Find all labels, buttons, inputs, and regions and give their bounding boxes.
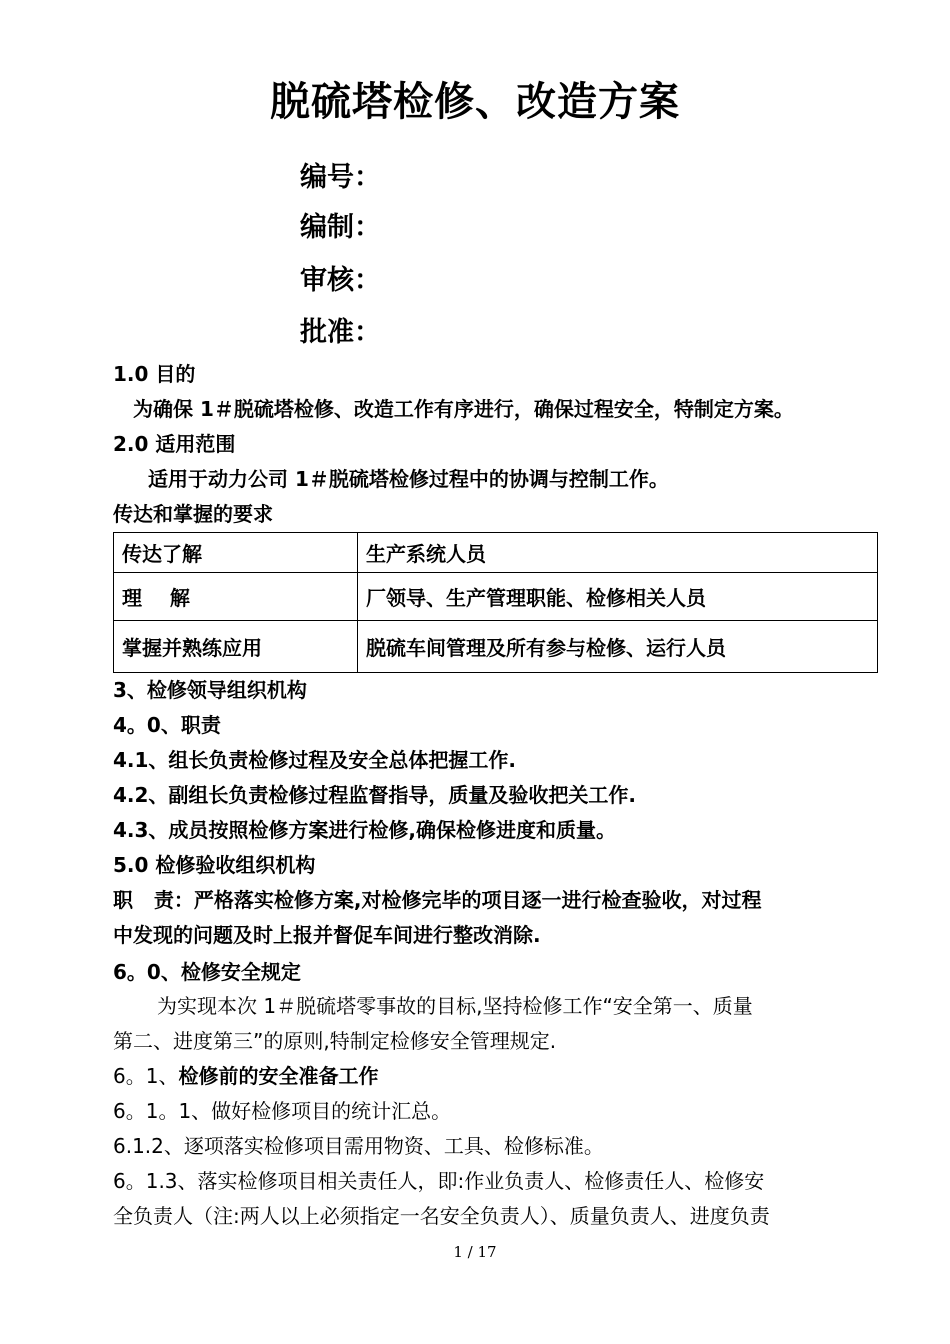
table-cell-people: 脱硫车间管理及所有参与检修、运行人员: [358, 621, 878, 673]
table-cell-level: 传达了解: [114, 533, 358, 573]
subsection-6-1-heading: [113, 1060, 378, 1089]
section-6-heading: 6。0、检修安全规定: [113, 960, 301, 984]
section-6-intro: 为实现本次 1＃脱硫塔零事故的目标,坚持检修工作“安全第一、质量: [157, 994, 753, 1018]
section-2-heading: 2.0 适用范围: [113, 432, 236, 456]
section-6-intro-continued: 第二、进度第三”的原则,特制定检修安全管理规定.: [113, 1029, 557, 1053]
table-cell-level: 掌握并熟练应用: [114, 621, 358, 673]
section-1-body: 为确保 1＃脱硫塔检修、改造工作有序进行，确保过程安全，特制定方案。: [133, 397, 794, 421]
section-5-heading: 5.0 检修验收组织机构: [113, 853, 316, 877]
requirements-heading: 传达和掌握的要求: [113, 502, 273, 526]
list-item: 6。1。1、做好检修项目的统计汇总。: [113, 1099, 452, 1123]
list-item: 6.1.2、逐项落实检修项目需用物资、工具、检修标准。: [113, 1134, 604, 1158]
section-5-duty: 职 责：严格落实检修方案,对检修完毕的项目逐一进行检查验收，对过程: [113, 888, 762, 912]
page-number: 1 / 17: [453, 1243, 497, 1261]
number-label: 编号：: [300, 162, 381, 193]
review-label: 审核：: [300, 265, 381, 296]
list-item-continued: 全负责人（注:两人以上必须指定一名安全负责人）、质量负责人、进度负责: [113, 1204, 770, 1228]
section-2-body: 适用于动力公司 1＃脱硫塔检修过程中的协调与控制工作。: [148, 467, 669, 491]
table-row: [114, 533, 878, 573]
table-cell-people: 生产系统人员: [358, 533, 878, 573]
duty-item: 4.1、组长负责检修过程及安全总体把握工作.: [113, 748, 517, 772]
table-cell-people: 厂领导、生产管理职能、检修相关人员: [358, 573, 878, 621]
list-item: 6。1.3、落实检修项目相关责任人，即:作业负责人、检修责任人、检修安: [113, 1169, 765, 1193]
subsection-number: 6。1、: [113, 1064, 179, 1088]
table-row: [114, 621, 878, 673]
section-5-duty-continued: 中发现的问题及时上报并督促车间进行整改消除.: [113, 923, 541, 947]
approve-label: 批准：: [300, 317, 381, 348]
duty-item: 4.2、副组长负责检修过程监督指导，质量及验收把关工作.: [113, 783, 637, 807]
section-1-heading: 1.0 目的: [113, 362, 196, 386]
table-row: [114, 573, 878, 621]
compile-label: 编制：: [300, 212, 381, 243]
subsection-title: 检修前的安全准备工作: [178, 1064, 379, 1088]
section-3-heading: 3、检修领导组织机构: [113, 678, 307, 702]
document-title: 脱硫塔检修、改造方案: [270, 79, 680, 125]
requirements-table: [113, 532, 878, 673]
section-4-heading: 4。0、职责: [113, 713, 221, 737]
duty-item: 4.3、成员按照检修方案进行检修,确保检修进度和质量。: [113, 818, 617, 842]
table-cell-level: 理 解: [114, 573, 358, 621]
